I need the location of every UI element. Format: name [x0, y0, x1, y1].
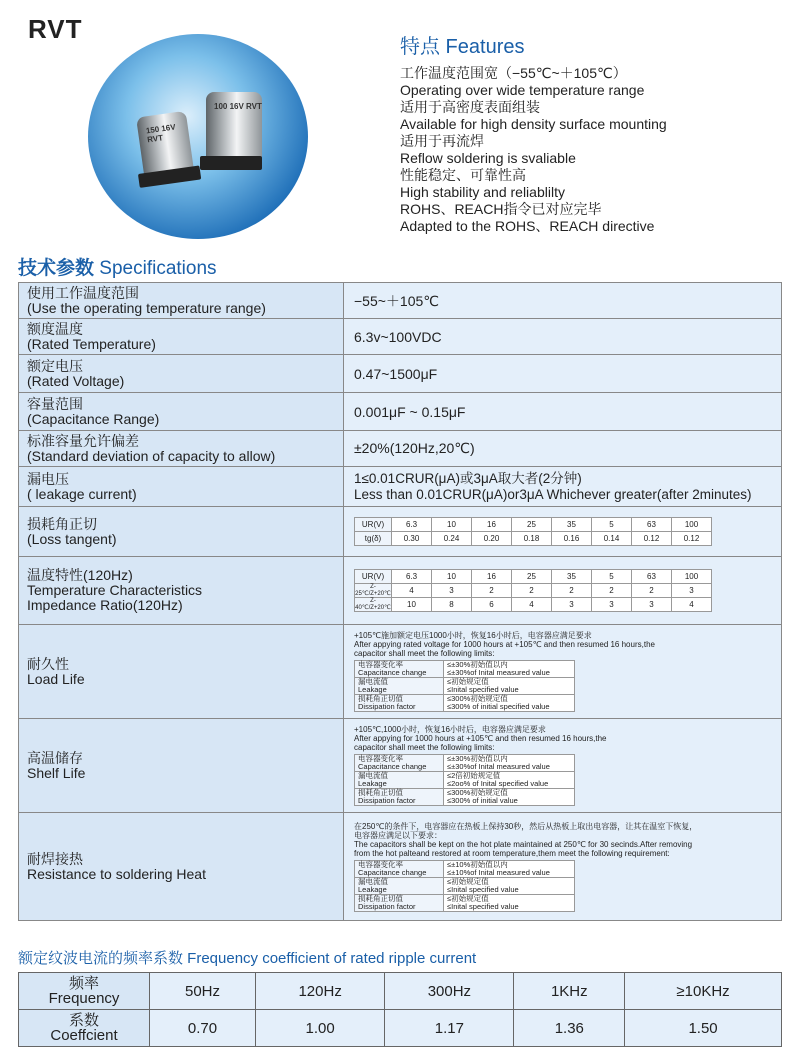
table-row: [355, 695, 575, 712]
spec-label: [19, 283, 344, 319]
limit-value-en: ≤300% of initial value: [447, 796, 518, 805]
table-cell: 2: [592, 584, 632, 598]
table-cell: 300Hz: [385, 973, 514, 1010]
table-cell: 0.70: [150, 1010, 256, 1047]
feature-line: 工作温度范围宽（−55℃~＋105℃）: [400, 65, 627, 81]
spec-label-cn: 使用工作温度范围: [27, 284, 139, 301]
limit-name-cn: 电容器变化率: [358, 754, 403, 763]
spec-value: [344, 625, 782, 719]
limit-name: [355, 894, 444, 911]
table-cell: 5: [592, 570, 632, 584]
feature-line: High stability and reliablilty: [400, 184, 565, 200]
spec-value: 0.001μF ~ 0.15μF: [344, 393, 782, 431]
table-cell: 0.20: [472, 532, 512, 546]
table-cell: 1.17: [385, 1010, 514, 1047]
table-cell: UR(V): [355, 570, 392, 584]
limit-name-en: Leakage: [358, 884, 387, 894]
shelf-life-note: +105℃,1000小时，恢复16小时后，电容器应满足要求: [354, 725, 546, 734]
limit-name-en: Dissipation factor: [358, 702, 416, 711]
spec-label: [19, 319, 344, 355]
frequency-title: 额定纹波电流的频率系数 Frequency coefficient of rated ripple current: [18, 950, 477, 967]
table-row: [355, 570, 712, 584]
limit-name-cn: 电容器变化率: [358, 859, 403, 869]
table-cell: 100: [672, 518, 712, 532]
spec-label-en: Temperature Characteristics: [27, 582, 203, 598]
feature-line: Operating over wide temperature range: [400, 82, 645, 98]
spec-value: [344, 719, 782, 813]
limit-value-en: ≤Inital specified value: [447, 685, 519, 694]
table-row: [355, 860, 575, 877]
spec-row: [19, 813, 782, 921]
label-cn: 频率: [68, 975, 99, 992]
table-cell: 3: [432, 584, 472, 598]
spec-label-en: ( leakage current): [27, 485, 137, 502]
limit-name: [355, 661, 444, 678]
table-cell: 100: [672, 570, 712, 584]
limit-name: [355, 789, 444, 806]
spec-label-cn: 漏电压: [27, 470, 69, 487]
spec-label-en: (Rated Voltage): [27, 372, 125, 389]
limit-name-en: Leakage: [358, 779, 387, 788]
table-cell: 1.50: [625, 1010, 782, 1047]
table-cell: 63: [632, 518, 672, 532]
spec-row: [19, 319, 782, 355]
shelf-life-limits: [354, 754, 575, 806]
limit-name-cn: 损耗角正切值: [358, 893, 403, 903]
spec-title-en: Specifications: [99, 258, 217, 279]
feature-line: 适用于再流焊: [400, 133, 484, 149]
spec-row: [19, 431, 782, 467]
table-cell: 10: [432, 518, 472, 532]
table-cell: 3: [552, 598, 592, 612]
specifications-table: [18, 282, 782, 921]
table-cell: 0.24: [432, 532, 472, 546]
table-cell: 6.3: [392, 570, 432, 584]
soldering-note: 电容器应满足以下要求：: [354, 830, 442, 840]
capacitor-marking: 150 16V RVT: [145, 122, 177, 145]
spec-row: [19, 355, 782, 393]
table-cell: 3: [632, 598, 672, 612]
spec-label-cn: 耐久性: [27, 655, 69, 672]
table-cell: 120Hz: [256, 973, 385, 1010]
limit-name-cn: 漏电流值: [358, 677, 388, 686]
table-cell: 0.30: [392, 532, 432, 546]
spec-label-en: (Use the operating temperature range): [27, 299, 266, 316]
spec-row: [19, 507, 782, 557]
table-row: [355, 877, 575, 894]
spec-row: [19, 557, 782, 625]
limit-value-cn: ≤初始规定值: [447, 677, 489, 686]
spec-label-en: Load Life: [27, 670, 85, 687]
feature-line: Adapted to the ROHS、REACH directive: [400, 218, 655, 234]
table-row: [355, 584, 712, 598]
soldering-note: 在250℃的条件下，电容器应在热板上保持30秒，然后从热板上取出电容器，让其在温室下恢复，: [354, 821, 698, 831]
spec-label: [19, 467, 344, 507]
specifications-title: [18, 253, 217, 280]
spec-label-cn: 标准容量允许偏差: [27, 432, 139, 449]
limit-name: [355, 678, 444, 695]
table-cell: Z-40℃/Z+20℃: [355, 598, 391, 611]
spec-value: 6.3v~100VDC: [344, 319, 782, 355]
table-cell: 1.36: [514, 1010, 625, 1047]
table-cell: ≥10KHz: [625, 973, 782, 1010]
limit-name-en: Leakage: [358, 685, 387, 694]
table-cell: 10: [432, 570, 472, 584]
spec-label-en: (Capacitance Range): [27, 410, 160, 427]
spec-title-cn: 技术参数: [18, 258, 95, 279]
limit-name: [355, 772, 444, 789]
limit-value-cn: ≤300%初始规定值: [447, 788, 508, 797]
feature-line: Reflow soldering is svaliable: [400, 150, 576, 166]
feature-line: ROHS、REACH指令已对应完毕: [400, 201, 602, 217]
table-row: [355, 598, 712, 612]
table-cell: UR(V): [355, 518, 392, 532]
table-cell: 4: [512, 598, 552, 612]
spec-label: [19, 393, 344, 431]
spec-row: [19, 283, 782, 319]
table-row: [355, 518, 712, 532]
table-cell: 4: [392, 584, 432, 598]
limit-name-en: Capacitance change: [358, 668, 427, 677]
table-cell: 35: [552, 518, 592, 532]
limit-value: [444, 789, 575, 806]
table-cell: 0.14: [592, 532, 632, 546]
impedance-ratio-table: [354, 569, 712, 612]
limit-value: [444, 860, 575, 877]
limit-value-cn: ≤±30%初始值以内: [447, 754, 508, 763]
limit-value-en: ≤2oo% of Inital specified value: [447, 779, 549, 788]
table-cell: 2: [632, 584, 672, 598]
load-life-limits: [354, 660, 575, 712]
limit-value-cn: ≤初始规定值: [447, 876, 489, 886]
limit-value-cn: ≤±10%初始值以内: [447, 859, 508, 869]
table-cell: 3: [672, 584, 712, 598]
table-row: [355, 894, 575, 911]
table-cell: 10: [392, 598, 432, 612]
spec-value: −55~＋105℃: [344, 283, 782, 319]
spec-row: [19, 467, 782, 507]
limit-value: [444, 695, 575, 712]
table-cell: 1.00: [256, 1010, 385, 1047]
table-row: [355, 661, 575, 678]
table-cell: 4: [672, 598, 712, 612]
capacitor-marking: 100 16V RVT: [214, 102, 262, 111]
spec-label-en: Shelf Life: [27, 764, 86, 781]
spec-label-cn: 损耗角正切: [27, 515, 97, 532]
table-cell: 2: [472, 584, 512, 598]
spec-label-en: (Standard deviation of capacity to allow): [27, 447, 276, 464]
table-row: [19, 973, 782, 1010]
loss-tangent-table: [354, 517, 712, 546]
soldering-limits: [354, 860, 575, 912]
spec-row: [19, 719, 782, 813]
coefficient-label: [19, 1010, 150, 1047]
limit-value-cn: ≤300%初始规定值: [447, 694, 508, 703]
limit-value-cn: ≤2倍初始规定值: [447, 771, 501, 780]
table-row: [355, 678, 575, 695]
spec-label: [19, 507, 344, 557]
spec-label-cn: 容量范围: [27, 395, 83, 412]
spec-row: [19, 393, 782, 431]
table-row: [355, 772, 575, 789]
table-cell: 0.12: [672, 532, 712, 546]
spec-label-en: Resistance to soldering Heat: [27, 865, 206, 882]
features-section: [400, 30, 667, 235]
limit-value-en: ≤300% of initial specified value: [447, 702, 550, 711]
spec-label: [19, 813, 344, 921]
table-cell: 35: [552, 570, 592, 584]
limit-name-cn: 漏电流值: [358, 771, 388, 780]
table-row: [355, 755, 575, 772]
spec-label-cn: 额度温度: [27, 320, 83, 337]
limit-name: [355, 695, 444, 712]
spec-label-en: Impedance Ratio(120Hz): [27, 597, 183, 613]
table-cell: 8: [432, 598, 472, 612]
product-title: RVT: [28, 14, 83, 44]
load-life-note: After appying rated voltage for 1000 hours at +105℃ and then resumed 16 hours,the: [354, 640, 655, 649]
spec-label: [19, 557, 344, 625]
leakage-value-en: Less than 0.01CRUR(μA)or3μA Whichever greater(after 2minutes): [354, 486, 752, 502]
feature-line: 性能稳定、可靠性高: [400, 167, 526, 183]
limit-value-en: ≤±30%of Inital measured value: [447, 668, 550, 677]
limit-name-en: Capacitance change: [358, 762, 427, 771]
spec-label-cn: 额定电压: [27, 357, 83, 374]
spec-label: [19, 625, 344, 719]
table-cell: 0.16: [552, 532, 592, 546]
limit-value: [444, 678, 575, 695]
table-cell: 16: [472, 570, 512, 584]
table-cell: 0.18: [512, 532, 552, 546]
limit-name-cn: 漏电流值: [358, 876, 388, 886]
spec-label-cn: 温度特性(120Hz): [27, 567, 133, 583]
spec-label-en: (Rated Temperature): [27, 335, 156, 352]
label-en: Frequency: [48, 990, 120, 1007]
limit-value-en: ≤Inital specified value: [447, 884, 519, 894]
label-en: Coeffcient: [50, 1027, 118, 1044]
limit-value-cn: ≤初始规定值: [447, 893, 489, 903]
limit-name-cn: 电容器变化率: [358, 660, 403, 669]
limit-name-cn: 损耗角正切值: [358, 788, 403, 797]
spec-value: ±20%(120Hz,20℃): [344, 431, 782, 467]
spec-label-en: (Loss tangent): [27, 530, 117, 547]
spec-value: [344, 557, 782, 625]
spec-value: 0.47~1500μF: [344, 355, 782, 393]
limit-name-en: Dissipation factor: [358, 901, 416, 911]
spec-value: [344, 467, 782, 507]
limit-value-en: ≤Inital specified value: [447, 901, 519, 911]
load-life-note: capacitor shall meet the following limits:: [354, 649, 495, 658]
table-cell: 5: [592, 518, 632, 532]
frequency-table: [18, 972, 782, 1047]
table-cell: 6: [472, 598, 512, 612]
leakage-value-cn: 1≤0.01CRUR(μA)或3μA取大者(2分钟): [354, 470, 582, 486]
product-photo: [88, 34, 308, 239]
limit-value-en: ≤±30%of Inital measured value: [447, 762, 550, 771]
limit-value-cn: ≤±30%初始值以内: [447, 660, 508, 669]
capacitor-image: [206, 92, 262, 160]
table-cell: 16: [472, 518, 512, 532]
frequency-label: [19, 973, 150, 1010]
table-cell: 6.3: [392, 518, 432, 532]
shelf-life-note: After appying for 1000 hours at +105℃ and then resumed 16 hours,the: [354, 734, 607, 743]
spec-value: [344, 813, 782, 921]
table-cell: 2: [552, 584, 592, 598]
table-cell: 25: [512, 570, 552, 584]
limit-value: [444, 661, 575, 678]
spec-label-cn: 高温储存: [27, 749, 83, 766]
table-cell: Z-25℃/Z+20℃: [355, 584, 391, 597]
table-cell: 63: [632, 570, 672, 584]
limit-value: [444, 772, 575, 789]
table-cell: 3: [592, 598, 632, 612]
limit-value-en: ≤±10%of Inital measured value: [447, 867, 550, 877]
table-row: [355, 789, 575, 806]
capacitor-image: [136, 111, 194, 177]
limit-name-en: Dissipation factor: [358, 796, 416, 805]
table-cell: 1KHz: [514, 973, 625, 1010]
table-row: [355, 532, 712, 546]
shelf-life-note: capacitor shall meet the following limits:: [354, 743, 495, 752]
features-title: 特点 Features: [400, 36, 525, 58]
limit-name-en: Capacitance change: [358, 867, 427, 877]
table-cell: 0.12: [632, 532, 672, 546]
limit-value: [444, 755, 575, 772]
limit-value: [444, 894, 575, 911]
load-life-note: +105℃施加额定电压1000小时，恢复16小时后，电容器应满足要求: [354, 631, 592, 640]
spec-label: [19, 431, 344, 467]
spec-label: [19, 355, 344, 393]
table-cell: 2: [512, 584, 552, 598]
table-cell: 25: [512, 518, 552, 532]
limit-name: [355, 877, 444, 894]
table-cell: 50Hz: [150, 973, 256, 1010]
limit-name: [355, 755, 444, 772]
limit-name: [355, 860, 444, 877]
soldering-note: from the hot palteand restored at room temperature,them meet the following requirement:: [354, 848, 670, 858]
spec-label: [19, 719, 344, 813]
soldering-note: The capacitors shall be kept on the hot plate maintained at 250℃ for 30 secinds.After removing: [354, 839, 693, 849]
table-cell: tg(δ): [355, 532, 392, 546]
feature-line: Available for high density surface mounting: [400, 116, 667, 132]
spec-label-cn: 耐焊接热: [27, 850, 83, 867]
spec-value: [344, 507, 782, 557]
label-cn: 系数: [68, 1012, 99, 1029]
table-row: [19, 1010, 782, 1047]
limit-name-cn: 损耗角正切值: [358, 694, 403, 703]
spec-row: [19, 625, 782, 719]
feature-line: 适用于高密度表面组装: [400, 99, 540, 115]
limit-value: [444, 877, 575, 894]
